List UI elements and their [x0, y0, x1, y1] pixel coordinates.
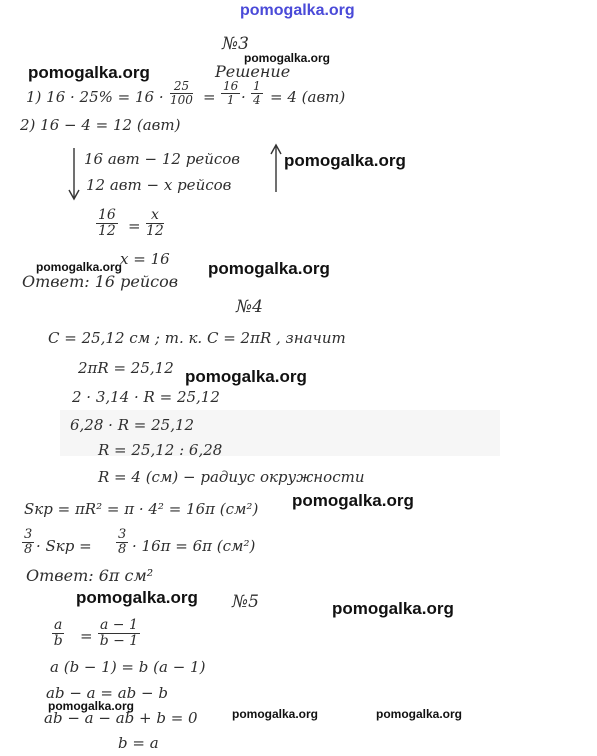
fraction-denominator: 100 [170, 92, 193, 107]
watermark: pomogalka.org [208, 259, 330, 278]
fraction-denominator: b [53, 632, 63, 649]
task4-number: №4 [236, 297, 263, 317]
fraction-denominator: 12 [98, 222, 116, 239]
task3-fraction-16-1 [221, 80, 240, 106]
fraction-denominator: 12 [146, 222, 164, 239]
task5-line2: a (b − 1) = b (a − 1) [50, 658, 206, 676]
watermark: pomogalka.org [76, 588, 198, 607]
task4-fraction-3-8-b [116, 528, 128, 556]
task4-line5: R = 25,12 : 6,28 [98, 441, 223, 459]
fraction-denominator: 1 [226, 92, 235, 107]
task3-heading: Решение [215, 62, 291, 81]
watermark: pomogalka.org [232, 707, 319, 721]
task5-fraction-right [98, 618, 140, 648]
fraction-numerator: 16 [98, 207, 116, 223]
task4-line7: Sкр = πR² = π · 4² = 16π (см²) [24, 500, 259, 518]
task4-answer: Ответ: 6π см² [26, 566, 154, 585]
watermark: pomogalka.org [376, 707, 463, 721]
fraction-numerator: 3 [24, 527, 33, 542]
task3-proportion-eq: = [128, 217, 141, 235]
fraction-denominator: 8 [24, 541, 33, 557]
task3-x-result: x = 16 [120, 250, 170, 268]
task4-line4: 6,28 · R = 25,12 [70, 416, 195, 434]
task4-line8-b: · 16π = 6π (см²) [132, 537, 256, 555]
fraction-numerator: 16 [223, 79, 239, 93]
task3-proportion-right [146, 208, 164, 238]
watermark: pomogalka.org [28, 63, 150, 82]
fraction-denominator: 4 [253, 92, 261, 107]
task3-line1-prefix: 1) 16 · 25% = 16 · [26, 88, 164, 106]
task3-proportion-line2: 12 авт − x рейсов [86, 176, 232, 194]
fraction-numerator: 3 [118, 527, 127, 542]
watermark: pomogalka.org [332, 599, 454, 618]
watermark: pomogalka.org [36, 260, 123, 274]
task4-fraction-3-8 [22, 528, 34, 556]
task5-line4: ab − a − ab + b = 0 [44, 709, 198, 727]
watermark: pomogalka.org [244, 51, 331, 65]
task3-proportion-left [96, 208, 118, 238]
task4-line8-a: · Sкр = [36, 537, 92, 555]
fraction-numerator: a − 1 [100, 617, 138, 633]
task3-line1-suffix: = 4 (авт) [270, 88, 346, 106]
task3-fraction-1-4 [251, 80, 263, 106]
task3-answer: Ответ: 16 рейсов [22, 272, 179, 291]
fraction-numerator: x [146, 208, 164, 224]
task5-line5: b = a [118, 734, 159, 752]
fraction-denominator: b − 1 [99, 632, 139, 649]
task5-number: №5 [232, 592, 259, 612]
task5-line3: ab − a = ab − b [46, 684, 168, 702]
watermark: pomogalka.org [48, 699, 135, 713]
fraction-numerator: a [54, 617, 63, 633]
task3-number: №3 [222, 34, 249, 54]
watermark: pomogalka.org [185, 367, 307, 386]
header-watermark: pomogalka.org [240, 2, 355, 19]
watermark: pomogalka.org [292, 491, 414, 510]
task5-fraction-left [52, 618, 64, 648]
task3-line1-dot: · [241, 88, 246, 106]
fraction-numerator: 1 [253, 79, 261, 93]
task4-line3: 2 · 3,14 · R = 25,12 [72, 388, 220, 406]
task4-line2: 2πR = 25,12 [78, 359, 174, 377]
task5-fraction-eq: = [80, 627, 93, 645]
task4-line6: R = 4 (см) − радиус окружности [98, 468, 365, 486]
task3-proportion-line1: 16 авт − 12 рейсов [84, 150, 241, 168]
task3-line1-eq: = [203, 88, 216, 106]
fraction-denominator: 8 [118, 541, 127, 557]
fraction-numerator: 25 [170, 80, 193, 94]
task3-fraction-25-100 [170, 80, 193, 106]
task3-line2: 2) 16 − 4 = 12 (авт) [20, 116, 181, 134]
watermark: pomogalka.org [284, 151, 406, 170]
task4-line1: C = 25,12 см ; т. к. C = 2πR , значит [48, 329, 346, 347]
